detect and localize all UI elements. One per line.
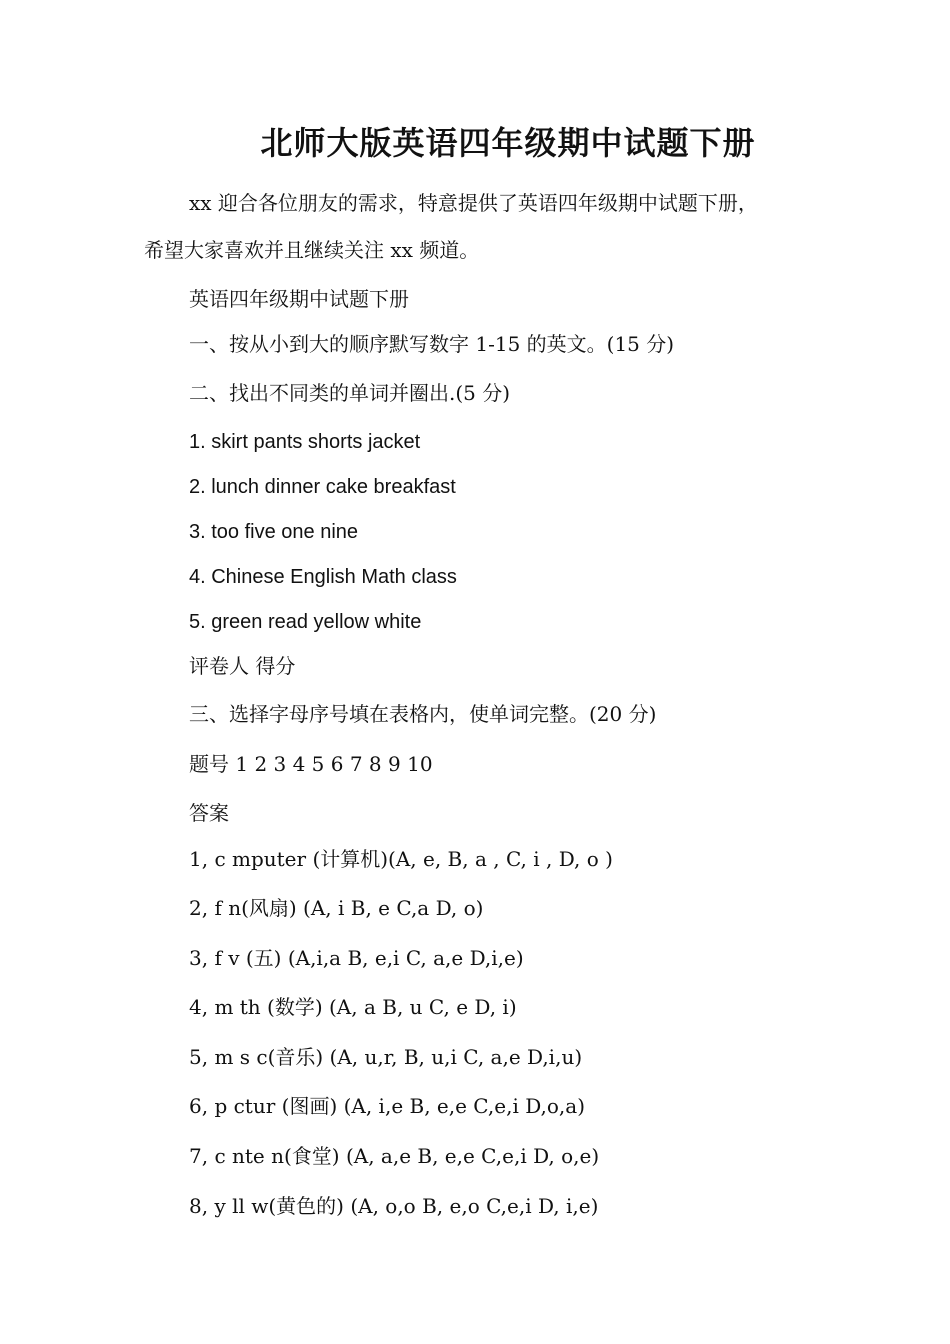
list-item: 3, f v (五) (A,i,a B, e,i C, a,e D,i,e) (189, 946, 524, 970)
document-title: 北师大版英语四年级期中试题下册 (260, 124, 756, 162)
grader-row: 评卷人 得分 (189, 654, 296, 678)
list-item: 1. skirt pants shorts jacket (189, 431, 421, 453)
section-2-heading: 二、找出不同类的单词并圈出.(5 分) (189, 381, 511, 405)
answer-table-header: 题号 1 2 3 4 5 6 7 8 9 10 (189, 752, 433, 776)
list-item: 8, y ll w(黄色的) (A, o,o B, e,o C,e,i D, i,e) (189, 1194, 599, 1218)
list-item: 3. too five one nine (189, 521, 359, 543)
answer-label: 答案 (189, 801, 229, 825)
list-item: 4, m th (数学) (A, a B, u C, e D, i) (189, 995, 517, 1019)
section-1-heading: 一、按从小到大的顺序默写数字 1-15 的英文。(15 分) (189, 332, 675, 356)
subtitle: 英语四年级期中试题下册 (189, 287, 409, 311)
list-item: 7, c nte n(食堂) (A, a,e B, e,e C,e,i D, o,e) (189, 1144, 600, 1168)
list-item: 2. lunch dinner cake breakfast (189, 476, 456, 498)
intro-line-1: xx 迎合各位朋友的需求，特意提供了英语四年级期中试题下册， (189, 191, 758, 215)
list-item: 5, m s c(音乐) (A, u,r, B, u,i C, a,e D,i,u) (189, 1045, 583, 1069)
section-3-heading: 三、选择字母序号填在表格内，使单词完整。(20 分) (189, 702, 657, 726)
list-item: 2, f n(风扇) (A, i B, e C,a D, o) (189, 896, 484, 920)
list-item: 6, p ctur (图画) (A, i,e B, e,e C,e,i D,o,a) (189, 1094, 586, 1118)
intro-line-2: 希望大家喜欢并且继续关注 xx 频道。 (144, 238, 480, 262)
list-item: 1, c mputer (计算机)(A, e, B, a , C, i , D, o ) (189, 847, 613, 871)
list-item: 4. Chinese English Math class (189, 566, 457, 588)
list-item: 5. green read yellow white (189, 611, 422, 633)
